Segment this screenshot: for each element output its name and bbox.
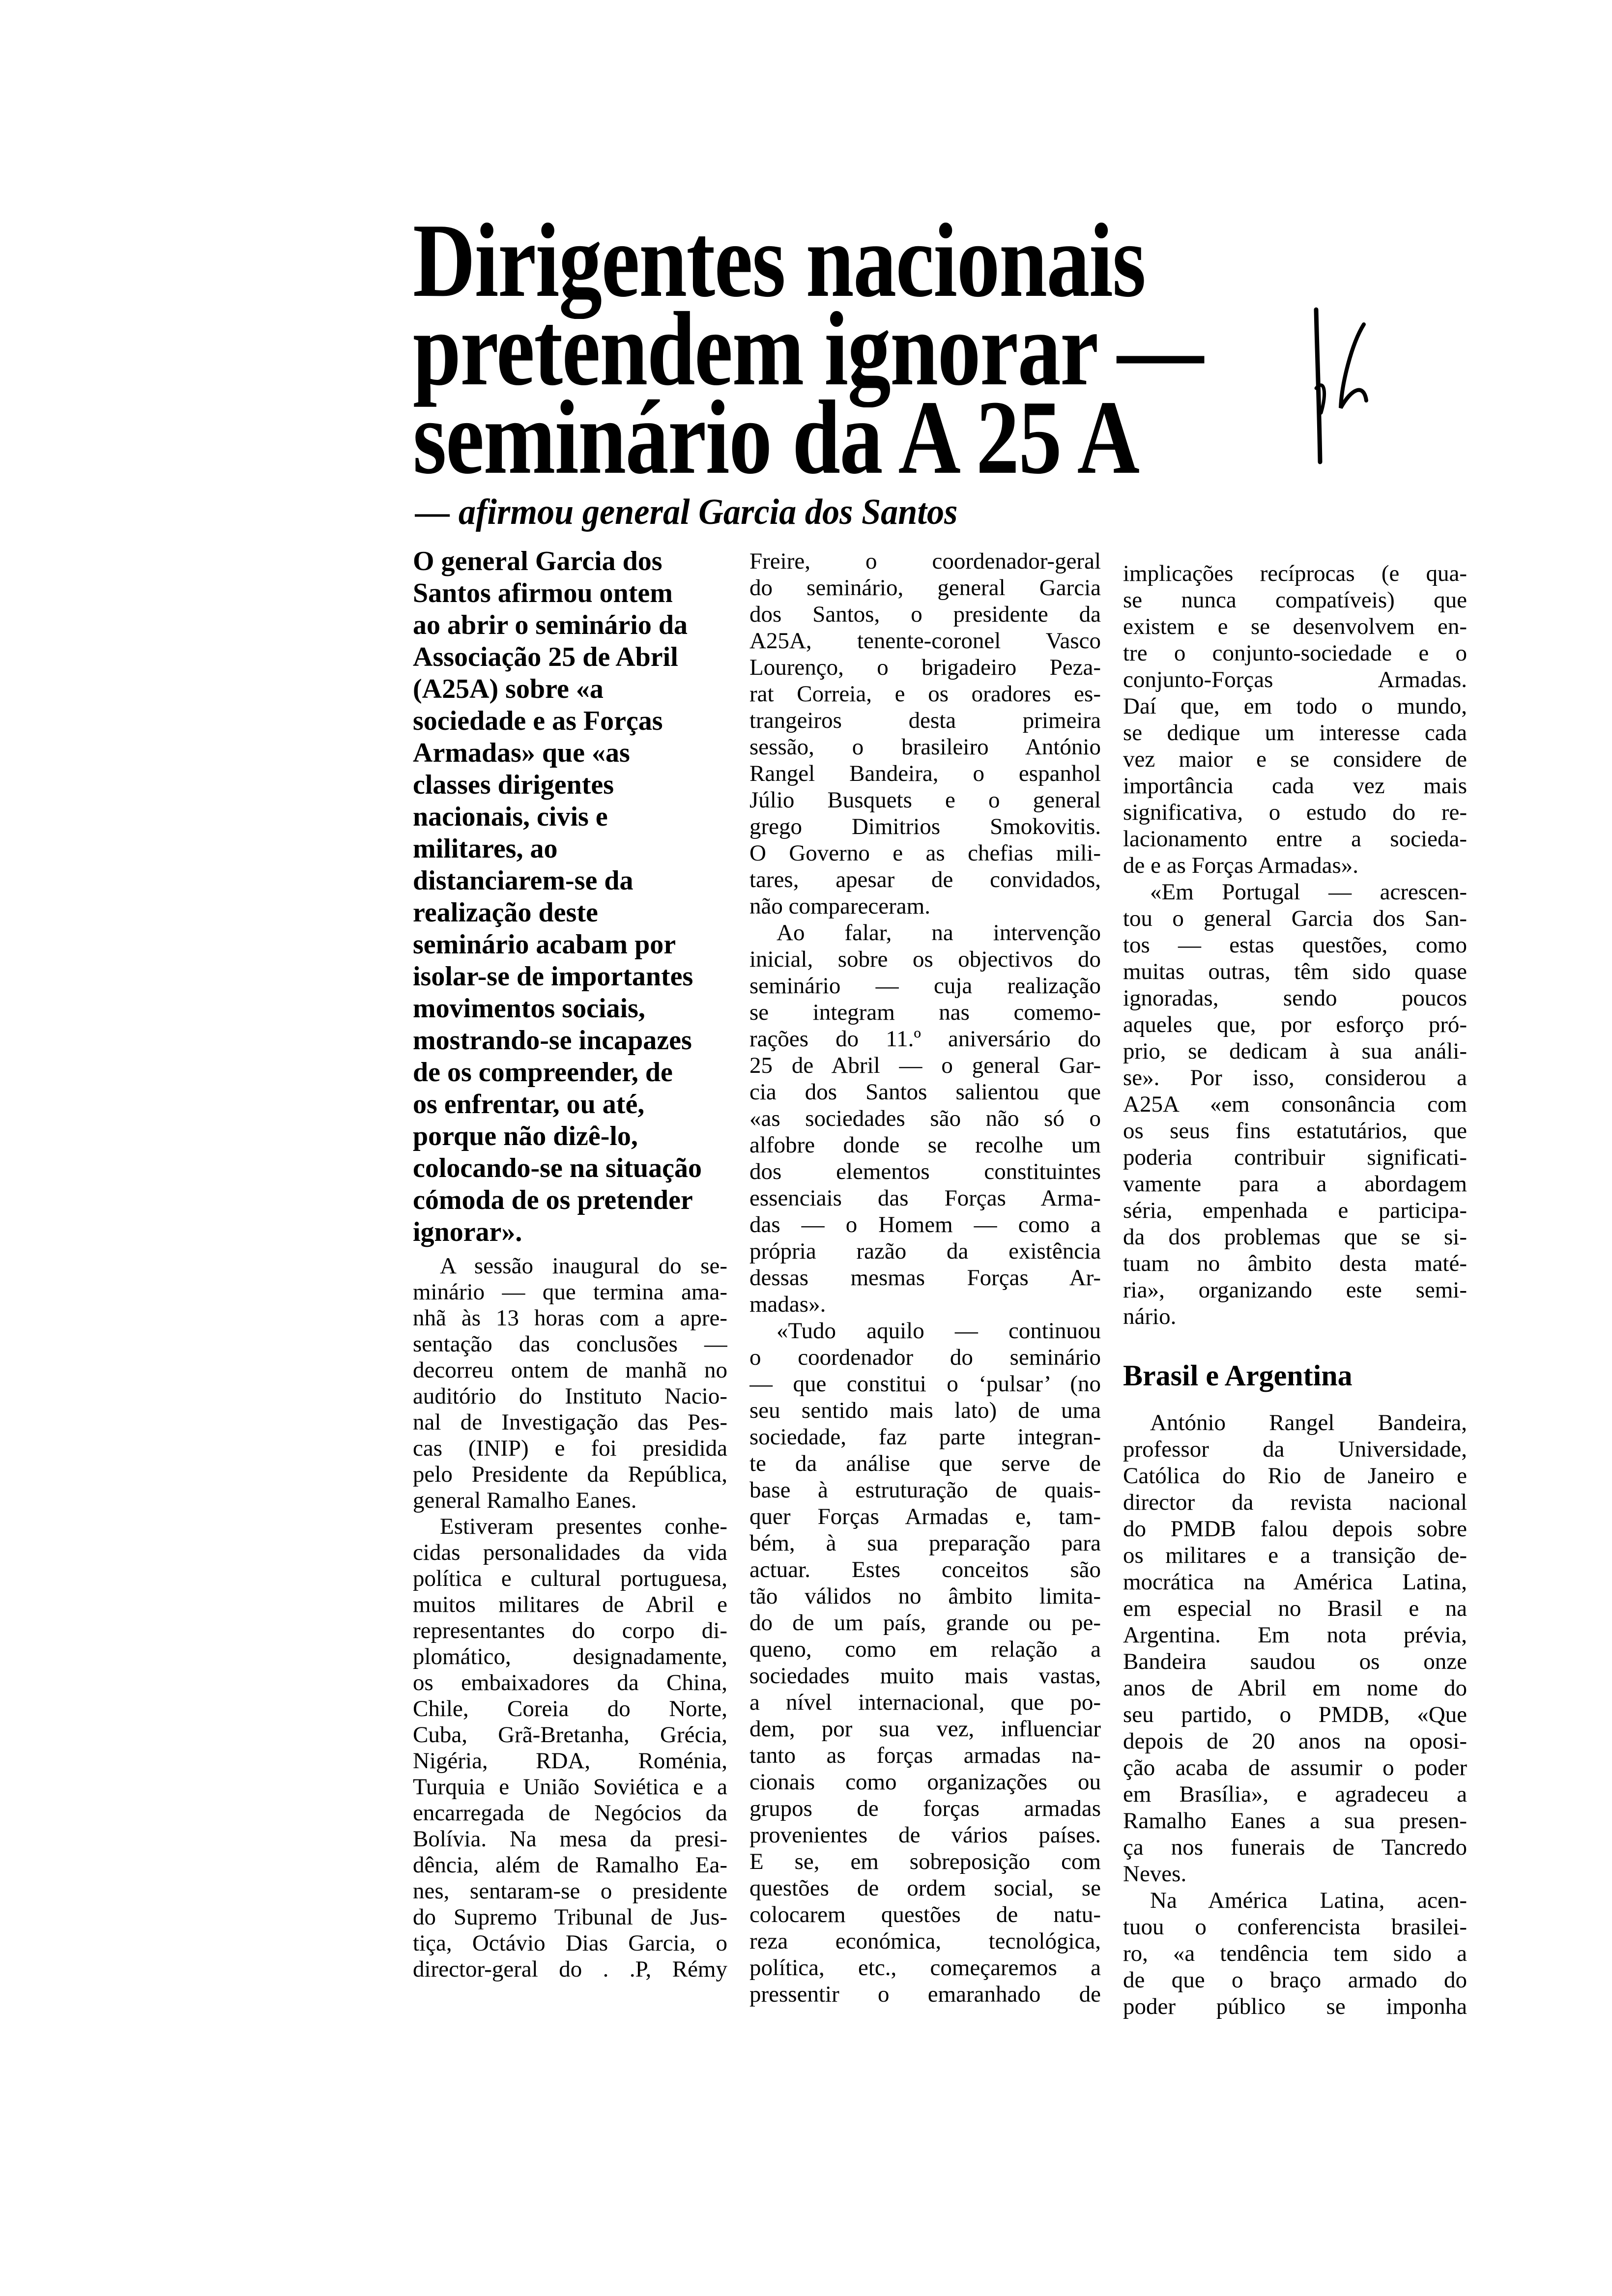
text-line: realização deste (413, 897, 598, 928)
text-line: Ramalho Eanes a sua presen- (1123, 1808, 1467, 1834)
text-line: ignorar». (413, 1217, 522, 1247)
text-line: quer Forças Armadas e, tam- (749, 1504, 1101, 1529)
text-line: bém, à sua preparação para (749, 1530, 1101, 1556)
text-line: pelo Presidente da República, (413, 1462, 727, 1487)
text-line: das — o Homem — como a (749, 1212, 1101, 1237)
text-line: nes, sentaram-se o presidente (413, 1878, 727, 1904)
headline-line: pretendem ignorar — (413, 290, 1203, 407)
text-line: do Supremo Tribunal de Jus- (413, 1904, 727, 1930)
text-line: rat Correia, e os oradores es- (749, 681, 1101, 707)
text-line: ro, «a tendência tem sido a (1123, 1941, 1467, 1966)
text-line: se dedique um interesse cada (1123, 720, 1467, 746)
text-line: muitas outras, têm sido quase (1123, 959, 1467, 984)
text-line: pressentir o emaranhado de (749, 1981, 1101, 2007)
text-line: actuar. Estes conceitos são (749, 1557, 1101, 1582)
text-line: Ao falar, na intervenção (777, 920, 1101, 946)
text-line: existem e se desenvolvem en- (1123, 614, 1467, 639)
text-line: nário. (1123, 1304, 1177, 1329)
text-line: distanciarem-se da (413, 865, 633, 896)
text-line: «Tudo aquilo — continuou (777, 1318, 1101, 1344)
text-line: E se, em sobreposição com (749, 1849, 1101, 1874)
text-line: nal de Investigação das Pes- (413, 1409, 727, 1435)
body-paragraph (749, 548, 1101, 919)
text-line: Rangel Bandeira, o espanhol (749, 761, 1101, 786)
text-line: dos Santos, o presidente da (749, 602, 1101, 627)
text-line: nhã às 13 horas com a apre- (413, 1305, 727, 1331)
text-line: sociedades muito mais vastas, (749, 1663, 1101, 1689)
text-line: cómoda de os pretender (413, 1185, 693, 1215)
text-line: A25A «em consonância com (1123, 1091, 1467, 1117)
text-line: vez maior e se considere de (1123, 746, 1467, 772)
text-line: muitos militares de Abril e (413, 1592, 727, 1617)
text-line: tiça, Octávio Dias Garcia, o (413, 1930, 727, 1956)
article-column-3 (1123, 560, 1467, 2020)
text-line: ria», organizando este semi- (1123, 1277, 1467, 1303)
text-line: decorreu ontem de manhã no (413, 1357, 727, 1383)
text-line: director da revista nacional (1123, 1490, 1467, 1515)
text-line: grego Dimitrios Smokovitis. (749, 814, 1101, 839)
text-line: encarregada de Negócios da (413, 1800, 727, 1826)
text-line: dessas mesmas Forças Ar- (749, 1265, 1101, 1291)
section-heading: Brasil e Argentina (1123, 1359, 1353, 1392)
body-paragraph (413, 1253, 727, 1514)
text-line: os militares e a transição de- (1123, 1543, 1467, 1568)
text-line: política e cultural portuguesa, (413, 1566, 727, 1591)
text-line: os seus fins estatutários, que (1123, 1118, 1467, 1144)
text-line: seu sentido mais lato) de uma (749, 1398, 1101, 1423)
article-column-1 (413, 545, 727, 1982)
body-paragraph (749, 1318, 1101, 2008)
text-line: Daí que, em todo o mundo, (1123, 693, 1467, 719)
text-line: tanto as forças armadas na- (749, 1743, 1101, 1768)
text-line: rações do 11.º aniversário do (749, 1026, 1101, 1052)
text-line: 25 de Abril — o general Gar- (749, 1053, 1101, 1078)
text-line: Bolívia. Na mesa da presi- (413, 1826, 727, 1852)
text-line: de os compreender, de (413, 1057, 673, 1088)
text-line: Lourenço, o brigadeiro Peza- (749, 655, 1101, 680)
text-line: — que constitui o ‘pulsar’ (no (749, 1371, 1101, 1397)
text-line: essenciais das Forças Arma- (749, 1185, 1101, 1211)
text-line: importância cada vez mais (1123, 773, 1467, 799)
text-line: Católica do Rio de Janeiro e (1123, 1463, 1467, 1489)
text-line: (A25A) sobre «a (413, 674, 604, 704)
text-line: ignoradas, sendo poucos (1123, 985, 1467, 1011)
headline-line: Dirigentes nacionais (413, 201, 1146, 319)
text-line: te da análise que serve de (749, 1451, 1101, 1476)
text-line: cionais como organizações ou (749, 1769, 1101, 1795)
text-line: tuou o conferencista brasilei- (1123, 1914, 1467, 1940)
body-paragraph (1123, 560, 1467, 879)
text-line: política, etc., começaremos a (749, 1955, 1101, 1980)
text-line: poderia contribuir significati- (1123, 1145, 1467, 1170)
text-line: dência, além de Ramalho Ea- (413, 1852, 727, 1878)
text-line: inicial, sobre os objectivos do (749, 947, 1101, 972)
text-line: sociedade, faz parte integran- (749, 1424, 1101, 1450)
text-line: séria, empenhada e participa- (1123, 1198, 1467, 1223)
text-line: aqueles que, por esforço pró- (1123, 1012, 1467, 1037)
text-line: significativa, o estudo do re- (1123, 800, 1467, 825)
text-line: dem, por sua vez, influenciar (749, 1716, 1101, 1742)
text-line: anos de Abril em nome do (1123, 1675, 1467, 1701)
text-line: Nigéria, RDA, Roménia, (413, 1748, 727, 1774)
text-line: prio, se dedicam à sua análi- (1123, 1038, 1467, 1064)
text-line: própria razão da existência (749, 1238, 1101, 1264)
text-line: questões de ordem social, se (749, 1875, 1101, 1901)
article-column-2 (749, 548, 1101, 2008)
text-line: Cuba, Grã-Bretanha, Grécia, (413, 1722, 727, 1748)
text-line: director-geral do . .P, Rémy (413, 1956, 727, 1982)
text-line: em especial no Brasil e na (1123, 1596, 1467, 1621)
text-line: os enfrentar, ou até, (413, 1089, 645, 1119)
body-paragraph (1123, 1409, 1467, 1887)
lead-paragraph (413, 545, 727, 1248)
text-line: provenientes de vários países. (749, 1822, 1101, 1848)
text-line: Bandeira saudou os onze (1123, 1649, 1467, 1674)
text-line: madas». (749, 1292, 826, 1317)
body-paragraph (1123, 879, 1467, 1330)
text-line: tão válidos no âmbito limita- (749, 1583, 1101, 1609)
text-line: se integram nas comemo- (749, 1000, 1101, 1025)
text-line: alfobre donde se recolhe um (749, 1132, 1101, 1158)
text-line: não compareceram. (749, 893, 930, 919)
text-line: do PMDB falou depois sobre (1123, 1516, 1467, 1542)
text-line: Na América Latina, acen- (1150, 1888, 1467, 1913)
text-line: «as sociedades são não só o (749, 1106, 1101, 1131)
text-line: se». Por isso, considerou a (1123, 1065, 1467, 1091)
text-line: plomático, designadamente, (413, 1644, 727, 1669)
text-line: Freire, o coordenador-geral (749, 548, 1101, 574)
text-line: isolar-se de importantes (413, 961, 693, 992)
text-line: reza económica, tecnológica, (749, 1928, 1101, 1954)
text-line: sentação das conclusões — (413, 1331, 727, 1357)
text-line: O Governo e as chefias mili- (749, 840, 1101, 866)
text-line: representantes do corpo di- (413, 1618, 727, 1643)
text-line: Neves. (1123, 1861, 1187, 1887)
text-line: os embaixadores da China, (413, 1670, 727, 1695)
text-line: cidas personalidades da vida (413, 1540, 727, 1565)
text-line: mostrando-se incapazes (413, 1025, 692, 1056)
text-line: seminário — cuja realização (749, 973, 1101, 999)
text-line: da dos problemas que se si- (1123, 1224, 1467, 1250)
body-paragraph (749, 919, 1101, 1318)
text-line: vamente para a abordagem (1123, 1171, 1467, 1197)
text-line: depois de 20 anos na oposi- (1123, 1728, 1467, 1754)
handwritten-page-mark (1278, 265, 1425, 491)
text-line: nacionais, civis e (413, 802, 608, 832)
headline-line: seminário da A 25 A (413, 378, 1139, 496)
text-line: auditório do Instituto Nacio- (413, 1383, 727, 1409)
text-line: trangeiros desta primeira (749, 708, 1101, 733)
text-line: Argentina. Em nota prévia, (1123, 1622, 1467, 1648)
text-line: a nível internacional, que po- (749, 1690, 1101, 1715)
text-line: tares, apesar de convidados, (749, 867, 1101, 892)
text-line: colocando-se na situação (413, 1153, 702, 1183)
text-line: movimentos sociais, (413, 993, 645, 1024)
text-line: A25A, tenente-coronel Vasco (749, 628, 1101, 654)
text-line: professor da Universidade, (1123, 1436, 1467, 1462)
text-line: colocarem questões de natu- (749, 1902, 1101, 1927)
text-line: Estiveram presentes conhe- (440, 1514, 727, 1539)
text-line: Armadas» que «as (413, 738, 630, 768)
text-line: de que o braço armado do (1123, 1967, 1467, 1993)
text-line: conjunto-Forças Armadas. (1123, 667, 1467, 692)
text-line: do de um país, grande ou pe- (749, 1610, 1101, 1636)
text-line: Chile, Coreia do Norte, (413, 1696, 727, 1722)
text-line: seu partido, o PMDB, «Que (1123, 1702, 1467, 1727)
text-line: tuam no âmbito desta maté- (1123, 1251, 1467, 1276)
text-line: do seminário, general Garcia (749, 575, 1101, 601)
text-line: implicações recíprocas (e qua- (1123, 561, 1467, 586)
text-line: Júlio Busquets e o general (749, 787, 1101, 813)
headline (413, 201, 1347, 496)
text-line: ção acaba de assumir o poder (1123, 1755, 1467, 1780)
text-line: dos elementos constituintes (749, 1159, 1101, 1184)
subheadline: — afirmou general Garcia dos Santos (415, 492, 958, 532)
text-line: militares, ao (413, 833, 558, 864)
text-line: Santos afirmou ontem (413, 578, 673, 608)
text-line: mocrática na América Latina, (1123, 1569, 1467, 1595)
text-line: cas (INIP) e foi presidida (413, 1435, 727, 1461)
text-line: queno, como em relação a (749, 1636, 1101, 1662)
text-line: Associação 25 de Abril (413, 642, 678, 672)
text-line: grupos de forças armadas (749, 1796, 1101, 1821)
text-line: Turquia e União Soviética e a (413, 1774, 727, 1800)
text-line: de e as Forças Armadas». (1123, 853, 1358, 878)
text-line: ça nos funerais de Tancredo (1123, 1835, 1467, 1860)
text-line: poder público se imponha (1123, 1994, 1467, 2019)
text-line: O general Garcia dos (413, 546, 662, 576)
text-line: minário — que termina ama- (413, 1279, 727, 1305)
text-line: «Em Portugal — acrescen- (1150, 879, 1467, 905)
body-paragraph (413, 1514, 727, 1982)
text-line: porque não dizê-lo, (413, 1121, 638, 1151)
text-line: base à estruturação de quais- (749, 1477, 1101, 1503)
body-paragraph (1123, 1887, 1467, 2020)
text-line: classes dirigentes (413, 770, 614, 800)
text-line: sociedade e as Forças (413, 706, 663, 736)
text-line: A sessão inaugural do se- (440, 1253, 727, 1279)
text-line: general Ramalho Eanes. (413, 1488, 637, 1513)
text-line: ao abrir o seminário da (413, 610, 688, 640)
text-line: sessão, o brasileiro António (749, 734, 1101, 760)
text-line: António Rangel Bandeira, (1150, 1410, 1467, 1435)
text-line: seminário acabam por (413, 929, 676, 960)
text-line: lacionamento entre a socieda- (1123, 826, 1467, 852)
text-line: se nunca compatíveis) que (1123, 587, 1467, 613)
text-line: tos — estas questões, como (1123, 932, 1467, 958)
text-line: em Brasília», e agradeceu a (1123, 1781, 1467, 1807)
text-line: tou o general Garcia dos San- (1123, 906, 1467, 931)
text-line: tre o conjunto-sociedade e o (1123, 640, 1467, 666)
text-line: o coordenador do seminário (749, 1345, 1101, 1370)
text-line: cia dos Santos salientou que (749, 1079, 1101, 1105)
